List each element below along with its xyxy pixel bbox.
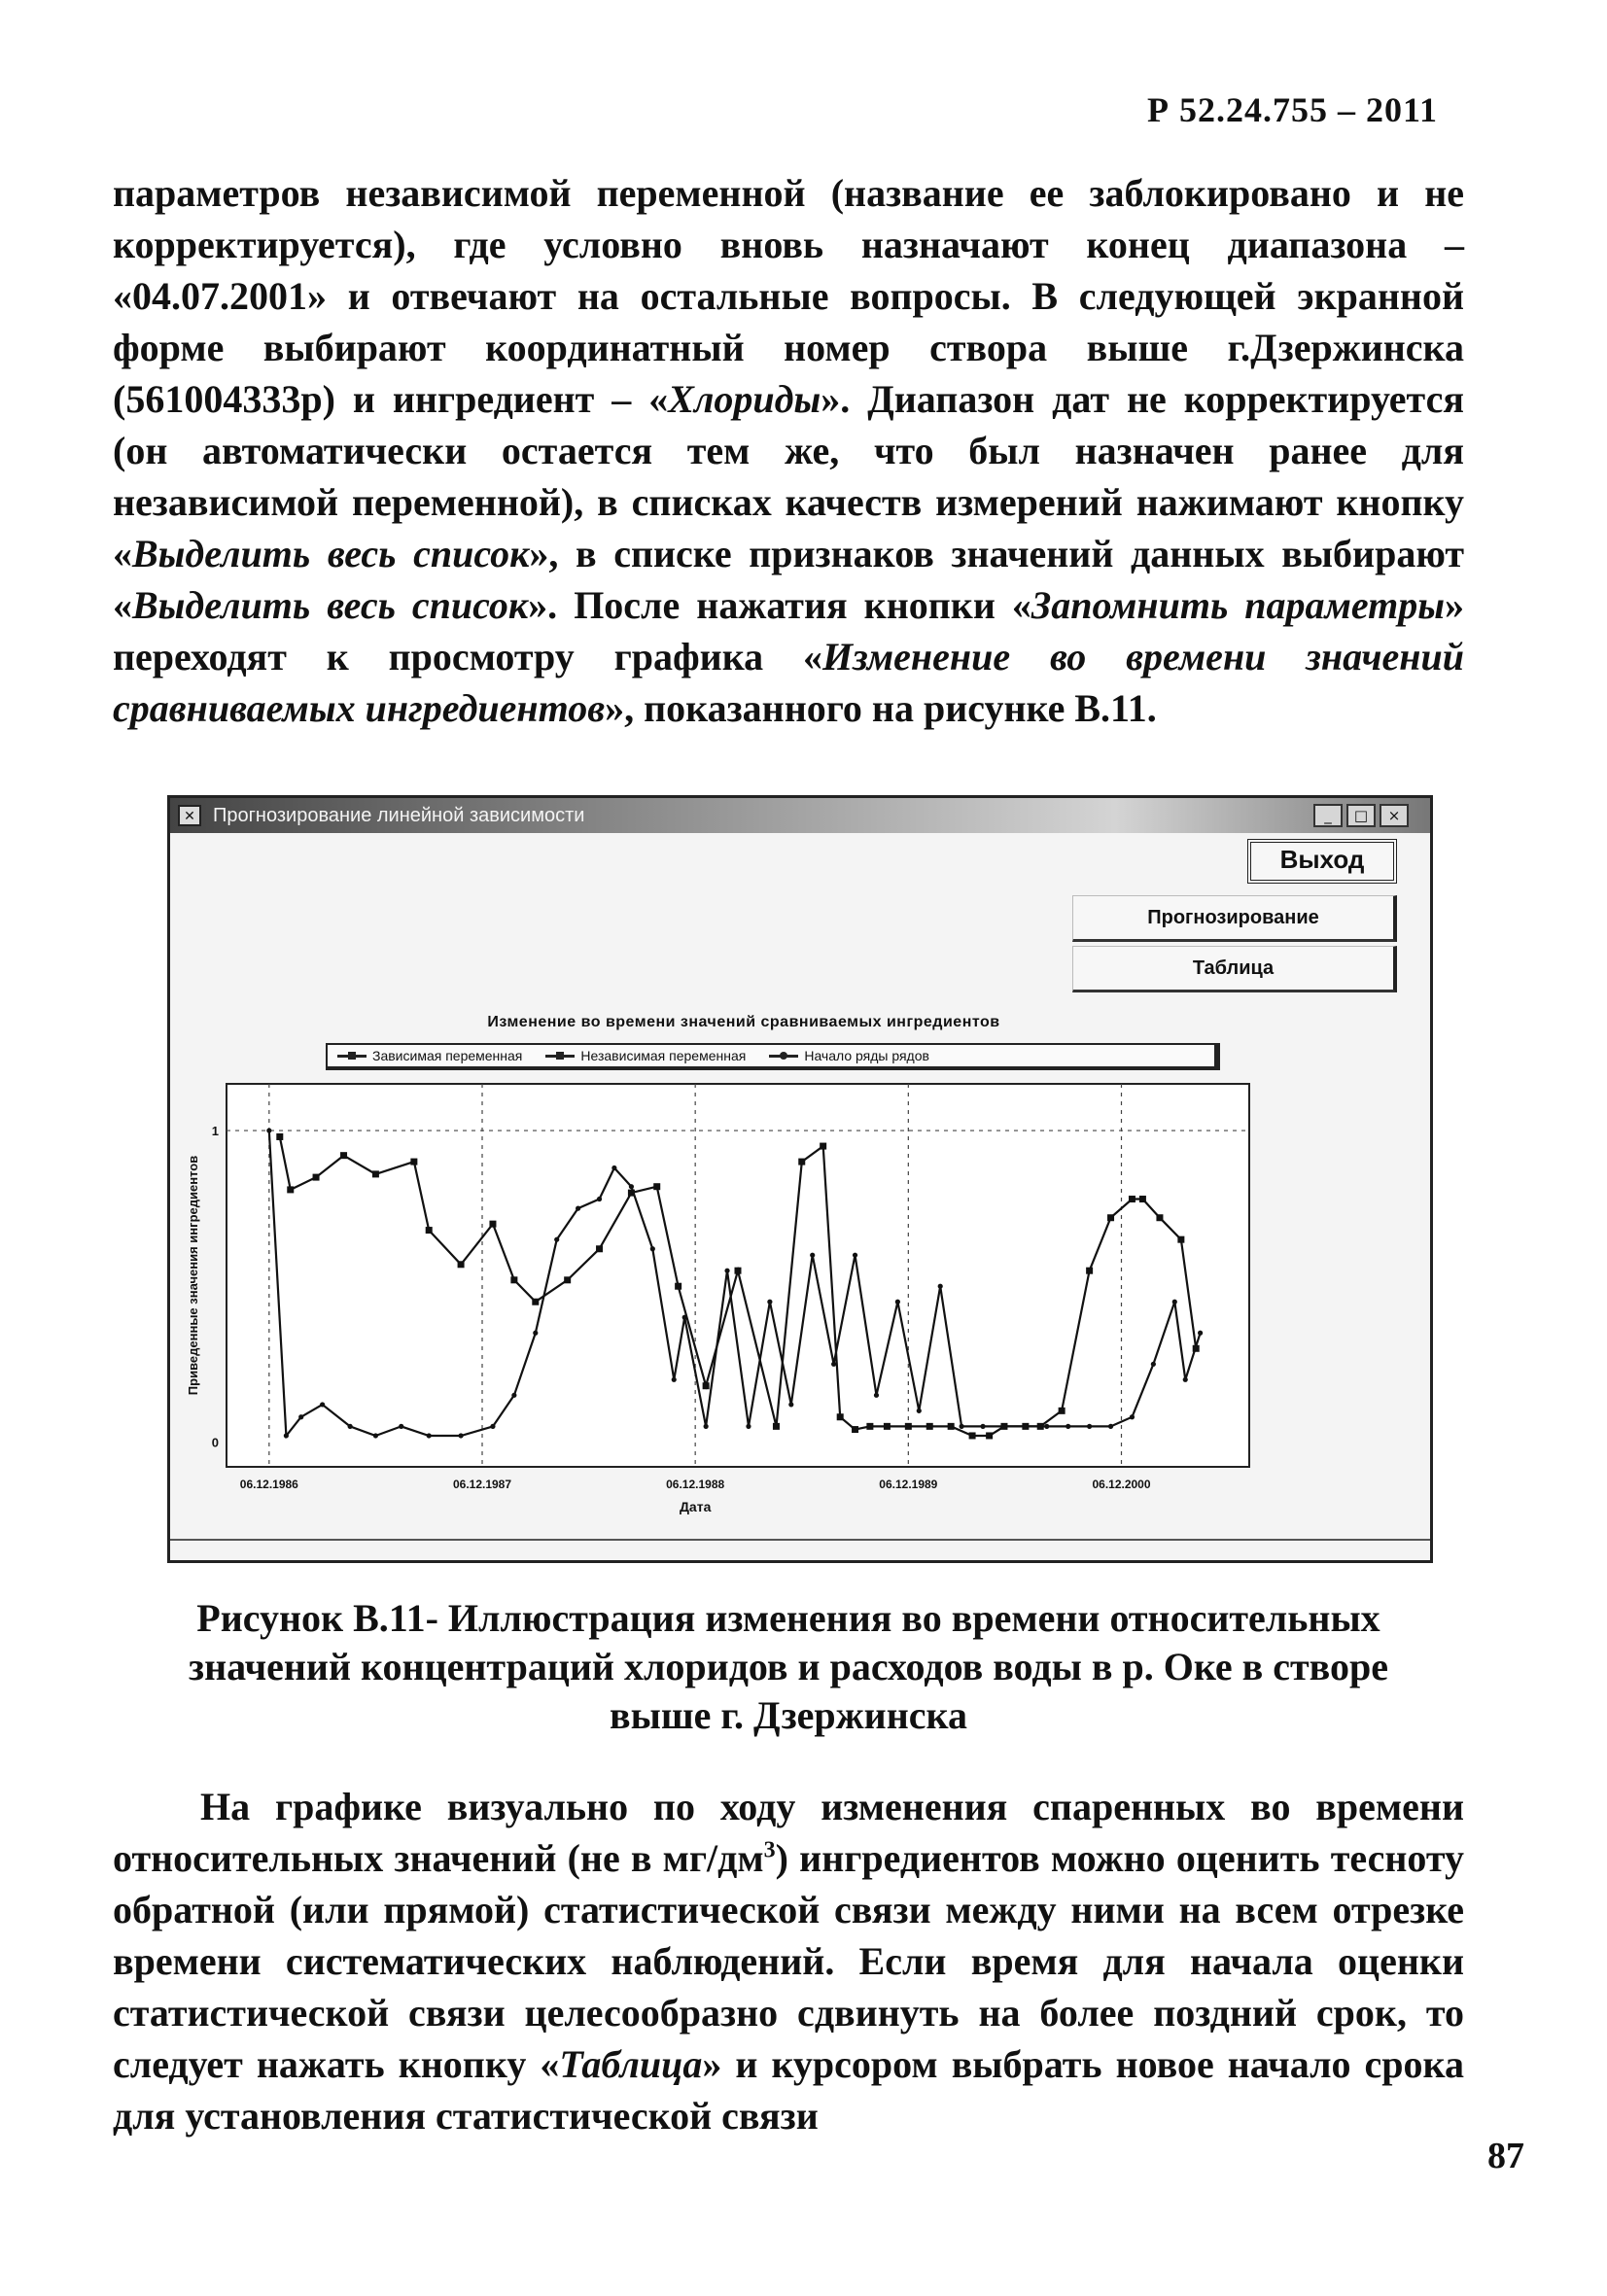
table-button[interactable]: Таблица: [1072, 946, 1397, 992]
chart-plot: [170, 798, 1430, 1560]
series-2-point: [682, 1315, 687, 1320]
x-tick-label: 06.12.1988: [666, 1478, 725, 1491]
series-2-point: [629, 1184, 634, 1189]
legend-label: Независимая переменная: [580, 1048, 747, 1063]
document-header-code: Р 52.24.755 – 2011: [1147, 90, 1439, 129]
series-2-point: [724, 1269, 729, 1273]
series-2-point: [597, 1197, 602, 1201]
para1-text-5: » переходят к просмотру графика «: [113, 583, 1464, 678]
series-2-point: [767, 1300, 772, 1305]
series-2-point: [980, 1424, 985, 1429]
series-1-point: [276, 1133, 283, 1140]
legend-label: Зависимая переменная: [372, 1048, 523, 1063]
series-1-point: [287, 1186, 294, 1193]
series-2-point: [320, 1402, 325, 1407]
series-2-point: [788, 1402, 793, 1407]
x-axis-label: Дата: [679, 1499, 712, 1514]
exit-button[interactable]: Выход: [1247, 839, 1397, 884]
series-2-point: [1044, 1424, 1049, 1429]
minimize-icon[interactable]: _: [1313, 804, 1343, 827]
para2-superscript: 3: [763, 1837, 776, 1863]
series-2-point: [554, 1237, 559, 1242]
series-1-point: [735, 1268, 742, 1274]
para1-text-4: ». После нажатия кнопки «: [528, 583, 1031, 627]
series-1-point: [596, 1245, 603, 1252]
series-2-point: [1172, 1300, 1177, 1305]
para1-italic-4: Запомнить параметры: [1031, 583, 1445, 627]
series-2-point: [1198, 1331, 1203, 1336]
para1-text-6: », показанного на рисунке В.11.: [605, 686, 1157, 730]
para1-text-1: параметров независимой переменной (название ее заблокировано и не корректируется), где условно вновь назначают конец диапазона – «04.07.2001» и отвечают на остальные вопросы. В следующей экранной форме выбирают координатный номер створа выше г.Дзержинска (561004333р) и ингредиент – «: [113, 171, 1464, 421]
series-1-point: [866, 1423, 873, 1430]
para1-text-3: », в списке признаков значений данных выбирают «: [113, 532, 1464, 627]
series-2-point: [672, 1377, 677, 1382]
para1-italic-5: Изменение во времени значений сравниваемых ингредиентов: [113, 635, 1464, 730]
series-1-point: [798, 1159, 805, 1165]
series-1-point: [773, 1423, 780, 1430]
series-2-point: [348, 1424, 353, 1429]
x-tick-label: 06.12.1986: [239, 1478, 298, 1491]
series-1-point: [410, 1159, 417, 1165]
series-1-point: [510, 1276, 517, 1283]
series-2-point: [917, 1409, 922, 1413]
series-2-point: [298, 1414, 303, 1419]
x-tick-label: 06.12.1987: [452, 1478, 512, 1491]
caption-line-1: Рисунок В.11- Иллюстрация изменения во времени относительных: [196, 1596, 1380, 1640]
series-2-point: [1087, 1424, 1092, 1429]
page-number: 87: [1487, 2136, 1524, 2176]
series-2-point: [458, 1433, 463, 1438]
app-icon[interactable]: ✕: [178, 805, 201, 826]
figure-caption: [113, 1594, 1464, 1740]
series-2-point: [373, 1433, 378, 1438]
legend-label: Начало ряды рядов: [804, 1048, 929, 1063]
series-1-point: [948, 1423, 955, 1430]
series-1-point: [313, 1174, 320, 1181]
x-tick-label: 06.12.1989: [879, 1478, 938, 1491]
series-2-point: [853, 1253, 857, 1258]
paragraph-1: [113, 167, 1464, 734]
series-2-point: [938, 1284, 943, 1289]
caption-line-3: выше г. Дзержинска: [610, 1693, 967, 1737]
para2-text-3: » и курсором выбрать новое начало срока для установления статистической связи: [113, 2042, 1464, 2138]
series-2-point: [284, 1433, 289, 1438]
series-1-point: [1059, 1408, 1066, 1414]
para2-text-2: ) ингредиентов можно оценить тесноту обратной (или прямой) статистической связи между ними на всем отрезке времени систематических наблюдений. Если время для начала оценки статистической связи целесообразно сдвинуть на более поздний срок, то следует нажать кнопку «: [113, 1836, 1464, 2086]
series-1-point: [969, 1432, 976, 1439]
window-status-divider: [170, 1539, 1430, 1541]
series-2-point: [511, 1393, 516, 1398]
series-2-point: [810, 1253, 815, 1258]
series-1-point: [1156, 1214, 1163, 1221]
y-axis-label: Приведенные значения ингредиентов: [186, 1155, 200, 1396]
series-1-point: [926, 1423, 933, 1430]
series-1-point: [653, 1183, 660, 1190]
series-1-point: [564, 1276, 571, 1283]
series-2-point: [895, 1300, 900, 1305]
series-1-point: [986, 1432, 993, 1439]
series-2-point: [1066, 1424, 1070, 1429]
series-1-point: [426, 1227, 433, 1234]
maximize-icon[interactable]: □: [1346, 804, 1376, 827]
window-title: Прогнозирование линейной зависимости: [213, 805, 585, 826]
series-2-point: [831, 1362, 836, 1367]
series-1-point: [1177, 1236, 1184, 1243]
x-tick-label: 06.12.2000: [1092, 1478, 1151, 1491]
series-1-point: [1086, 1268, 1093, 1274]
series-2-point: [490, 1424, 495, 1429]
y-tick-label: 0: [211, 1435, 219, 1450]
chart-title: Изменение во времени значений сравниваемых ингредиентов: [487, 1014, 1000, 1030]
series-2-point: [1108, 1424, 1113, 1429]
series-1-point: [458, 1261, 465, 1268]
y-tick-label: 1: [211, 1124, 219, 1139]
series-2-point: [1183, 1377, 1188, 1382]
series-2-point: [611, 1165, 616, 1170]
close-icon[interactable]: ×: [1380, 804, 1409, 827]
para2-italic-1: Таблица: [559, 2042, 703, 2086]
series-1-point: [852, 1426, 858, 1433]
series-2-point: [266, 1128, 271, 1132]
para1-italic-3: Выделить весь список: [132, 583, 529, 627]
forecast-button[interactable]: Прогнозирование: [1072, 895, 1397, 942]
series-2-point: [576, 1206, 580, 1211]
series-1-point: [1129, 1196, 1135, 1202]
series-2-point: [1130, 1414, 1135, 1419]
series-1-point: [340, 1152, 347, 1159]
series-1-point: [372, 1170, 379, 1177]
paragraph-2: [113, 1781, 1464, 2141]
series-1-point: [820, 1143, 826, 1150]
series-1-point: [884, 1423, 891, 1430]
series-1-point: [675, 1283, 681, 1290]
series-1-point: [1107, 1214, 1114, 1221]
series-1-point: [532, 1299, 539, 1305]
series-2-point: [1023, 1424, 1028, 1429]
series-2-point: [1151, 1362, 1156, 1367]
plot-area: [227, 1084, 1249, 1467]
series-2-point: [874, 1393, 879, 1398]
series-2-point: [427, 1433, 432, 1438]
series-2-point: [533, 1331, 538, 1336]
series-1-point: [703, 1382, 710, 1389]
series-2-point: [746, 1424, 751, 1429]
series-2-point: [704, 1424, 709, 1429]
para1-text-2: ». Диапазон дат не корректируется (он автоматически остается тем же, что был назначен ранее для независимой переменной), в списках качеств измерений нажимают кнопку «: [113, 377, 1464, 575]
series-1-point: [905, 1423, 912, 1430]
series-2-point: [1001, 1424, 1006, 1429]
series-2-point: [650, 1246, 655, 1251]
app-window: [167, 795, 1433, 1563]
series-2-point: [399, 1424, 403, 1429]
para2-text-1: На графике визуально по ходу изменения спаренных во времени относительных значений (не в мг/дм: [113, 1785, 1464, 1880]
caption-line-2: значений концентраций хлоридов и расходов воды в р. Оке в створе: [189, 1645, 1388, 1688]
series-1-point: [489, 1221, 496, 1228]
para1-italic-1: Хлориды: [668, 377, 821, 421]
series-1-point: [1139, 1196, 1146, 1202]
series-2-point: [960, 1424, 964, 1429]
para1-italic-2: Выделить весь список: [132, 532, 530, 575]
series-1-point: [837, 1413, 844, 1420]
